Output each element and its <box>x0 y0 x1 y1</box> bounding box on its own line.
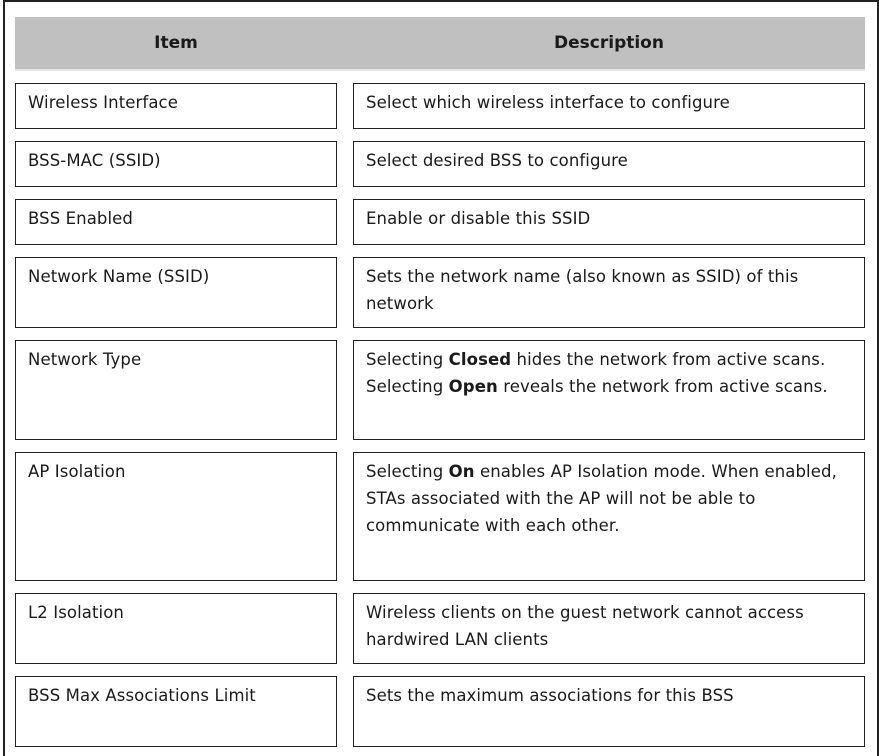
table-row <box>15 593 865 664</box>
column-gap <box>337 340 353 440</box>
row-gap <box>15 187 865 199</box>
column-gap <box>337 593 353 664</box>
description-text: reveals the network from active scans. <box>497 377 828 396</box>
description-text: Sets the maximum associations for this BSS <box>366 686 734 705</box>
header-gap <box>337 17 353 71</box>
table-header-row <box>15 17 865 71</box>
table-body <box>15 71 865 747</box>
item-cell: Network Name (SSID) <box>15 257 337 328</box>
description-cell <box>353 83 865 129</box>
description-text: hides the network from active scans. Selecting <box>366 350 826 396</box>
table-row <box>15 257 865 328</box>
item-cell: BSS-MAC (SSID) <box>15 141 337 187</box>
description-text: enables AP Isolation mode. When enabled, STAs associated with the AP will not be able to communicate with each other. <box>366 462 837 535</box>
column-gap <box>337 676 353 747</box>
item-cell: L2 Isolation <box>15 593 337 664</box>
table-row <box>15 340 865 440</box>
description-text: Selecting <box>366 462 449 481</box>
settings-table <box>15 17 865 747</box>
item-cell: AP Isolation <box>15 452 337 581</box>
item-cell: BSS Max Associations Limit <box>15 676 337 747</box>
description-bold-text: Open <box>448 377 498 396</box>
table-row <box>15 676 865 747</box>
row-gap <box>15 129 865 141</box>
description-cell <box>353 593 865 664</box>
description-cell <box>353 141 865 187</box>
column-gap <box>337 257 353 328</box>
column-gap <box>337 83 353 129</box>
description-cell <box>353 340 865 440</box>
table-row <box>15 83 865 129</box>
description-bold-text: Closed <box>448 350 512 369</box>
row-gap <box>15 71 865 83</box>
table-row <box>15 199 865 245</box>
item-cell: Wireless Interface <box>15 83 337 129</box>
header-description: Description <box>353 17 865 71</box>
description-cell <box>353 676 865 747</box>
row-gap <box>15 664 865 676</box>
description-cell <box>353 257 865 328</box>
description-text: Selecting <box>366 350 449 369</box>
item-cell: BSS Enabled <box>15 199 337 245</box>
table-row <box>15 452 865 581</box>
row-gap <box>15 328 865 340</box>
column-gap <box>337 141 353 187</box>
description-text: Wireless clients on the guest network cannot access hardwired LAN clients <box>366 603 804 649</box>
description-text: Select which wireless interface to configure <box>366 93 730 112</box>
description-bold-text: On <box>448 462 475 481</box>
description-text: Sets the network name (also known as SSID) of this network <box>366 267 799 313</box>
table-row <box>15 141 865 187</box>
description-cell <box>353 199 865 245</box>
column-gap <box>337 199 353 245</box>
description-text: Enable or disable this SSID <box>366 209 591 228</box>
row-gap <box>15 581 865 593</box>
header-item: Item <box>15 17 337 71</box>
row-gap <box>15 245 865 257</box>
item-cell: Network Type <box>15 340 337 440</box>
row-gap <box>15 440 865 452</box>
description-text: Select desired BSS to configure <box>366 151 628 170</box>
description-cell <box>353 452 865 581</box>
column-gap <box>337 452 353 581</box>
